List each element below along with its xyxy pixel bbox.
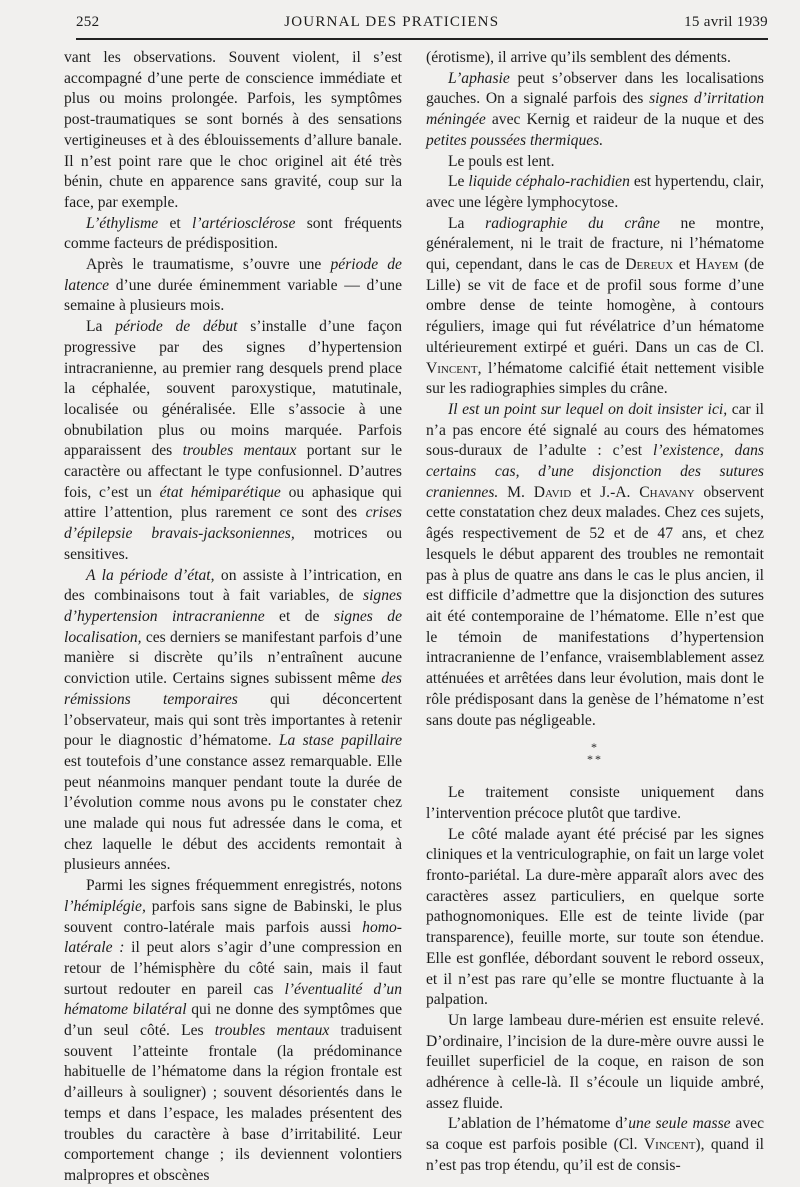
paragraph: Le liquide céphalo-rachidien est hypertendu, clair, avec une légère lymphocytose. <box>426 173 764 211</box>
paragraph: Le traitement consiste uniquement dans l’intervention précoce plutôt que tardive. <box>426 784 764 822</box>
paragraph: La période de début s’installe d’une façon progressive par des signes d’hypertension intracranienne, au premier rang desquels prend place la céphalée, souvent paroxystique, matutinale, localisée ou généralisée. Elle s’associe à une obnubilation plus ou moins marquée. Parfois apparaissent des troubles mentaux portant sur le caractère ou affectant le type confusionnel. D’autres fois, c’est un état hémiparétique ou aphasique qui attire l’attention, plus rarement ce sont des crises d’épilepsie bravais-jacksoniennes, motrices ou sensitives. <box>64 318 403 563</box>
paragraph: L’aphasie peut s’observer dans les localisations gauches. On a signalé parfois des signes d’irritation méningée avec Kernig et raideur de la nuque et des petites poussées thermiques. <box>426 69 765 149</box>
paragraph: Le côté malade ayant été précisé par les signes cliniques et la ventriculographie, on fait un large volet fronto-pariétal. La dure-mère apparaît alors avec des caractères assez particuliers, en quelque sorte pathognomoniques. Elle est de teinte livide (par transparence), feuille morte, sur toute son étendue. Elle est gonflée, débordant souvent le rebord osseux, et il n’est pas rare qu’elle se montre fluctuante à la palpation. <box>426 825 764 1009</box>
section-separator: * ** <box>587 740 603 767</box>
left-column <box>64 48 402 1187</box>
paragraph: Un large lambeau dure-mérien est ensuite relevé. D’ordinaire, l’incision de la dure-mère ouvre aussi le feuillet superficiel de la coque, en raison de son adhérence à celle-là. Il s’écoule un liquide ambré, assez fluide. <box>426 1011 764 1112</box>
paragraph: Après le traumatisme, s’ouvre une période de latence d’une durée éminemment variable — d’une semaine à plusieurs mois. <box>64 256 402 315</box>
paragraph: Il est un point sur lequel on doit insister ici, car il n’a pas encore été signalé au cours des hématomes sous-duraux de l’adulte : c’est l’existence, dans certains cas, d’une disjonction des sutures craniennes. M. David et J.-A. Chavany observent cette constatation chez deux malades. Chez ces sujets, âgés respectivement de 52 et de 47 ans, et chez lesquels le début apparent des troubles ne remontait pas à plus de quatre ans dans le cas le plus ancien, il est difficile d’admettre que la disjonction des sutures ait été contemporaine de l’hématome. Elle n’est que le témoin de manifestations d’hypertension intracranienne de l’enfance, vraisemblablement assez atténuées et arrêtées dans leur évolution, mais dont le rôle prédisposant dans la genèse de l’hématome n’est sans doute pas négligeable. <box>426 400 764 729</box>
paragraph: Parmi les signes fréquemment enregistrés, notons l’hémiplégie, parfois sans signe de Babinski, le plus souvent contro-latérale mais parfois aussi homo-latérale : il peut alors s’agir d’une compression en retour de l’hémisphère du côté sain, mais il faut surtout redouter en pareil cas l’éventualité d’un hématome bilatéral qui ne donne des symptômes que d’un seul côté. Les troubles mentaux traduisent souvent l’atteinte frontale (la prédominance habituelle de l’hématome dans la région frontale est d’ailleurs à souligner) ; souvent désorientés dans le temps et dans l’espace, les malades présentent des troubles du caractère à base d’irritabilité. Leur comportement change ; ils deviennent volontiers malpropres et obscènes <box>64 877 403 1184</box>
issue-date: 15 avril 1939 <box>684 14 768 30</box>
header-rule <box>76 38 768 40</box>
paragraph: A la période d’état, on assiste à l’intrication, en des combinaisons tout à fait variables, de signes d’hypertension intracranienne et de signes de localisation, ces derniers se manifestant parfois d’une manière si discrète qu’ils n’entraînent aucune conviction utile. Certains signes subissent même des rémissions temporaires qui déconcertent l’observateur, mais qui sont très importantes à retenir pour le diagnostic d’hématome. La stase papillaire est toutefois d’une constance assez remarquable. Elle peut néanmoins manquer pendant toute la durée de l’évolution comme nous avons pu le constater chez une malade qui nous fut adressée dans le coma, et chez laquelle le début des accidents remontait à plusieurs années. <box>64 566 402 874</box>
running-header <box>76 14 768 36</box>
journal-title: JOURNAL DES PRATICIENS <box>284 14 500 30</box>
paragraph: L’éthylisme et l’artériosclérose sont fréquents comme facteurs de prédisposition. <box>64 214 402 253</box>
page-number: 252 <box>76 14 100 30</box>
paragraph: L’ablation de l’hématome d’une seule masse avec sa coque est parfois posible (Cl. Vincent), quand il n’est pas trop étendu, qu’il est de consis- <box>426 1115 764 1174</box>
paragraph: vant les observations. Souvent violent, il s’est accompagné d’une perte de conscience immédiate et plus ou moins prolongée. Parfois, les symptômes post-traumatiques se sont bornés à des sensations vertigineuses et à des éblouissements d’allure banale. Il n’est point rare que le choc originel ait été très bénin, chute en apparence sans gravité, coup sur la face, par exemple. <box>64 49 402 211</box>
paragraph: La radiographie du crâne ne montre, généralement, ni le trait de fracture, ni l’hématome qui, cependant, dans le cas de Dereux et Hayem (de Lille) se vit de face et de profil sous forme d’une ombre dense de teinte homogène, à contours réguliers, image qui fut révélatrice d’un hématome ultérieurement extirpé et guéri. Dans un cas de Cl. Vincent, l’hématome calcifié était nettement visible sur les radiographies simples du crâne. <box>426 214 764 398</box>
paragraph: (érotisme), il arrive qu’ils semblent des déments. <box>426 49 731 66</box>
paragraph: Le pouls est lent. <box>448 152 555 170</box>
right-column <box>426 48 764 1177</box>
